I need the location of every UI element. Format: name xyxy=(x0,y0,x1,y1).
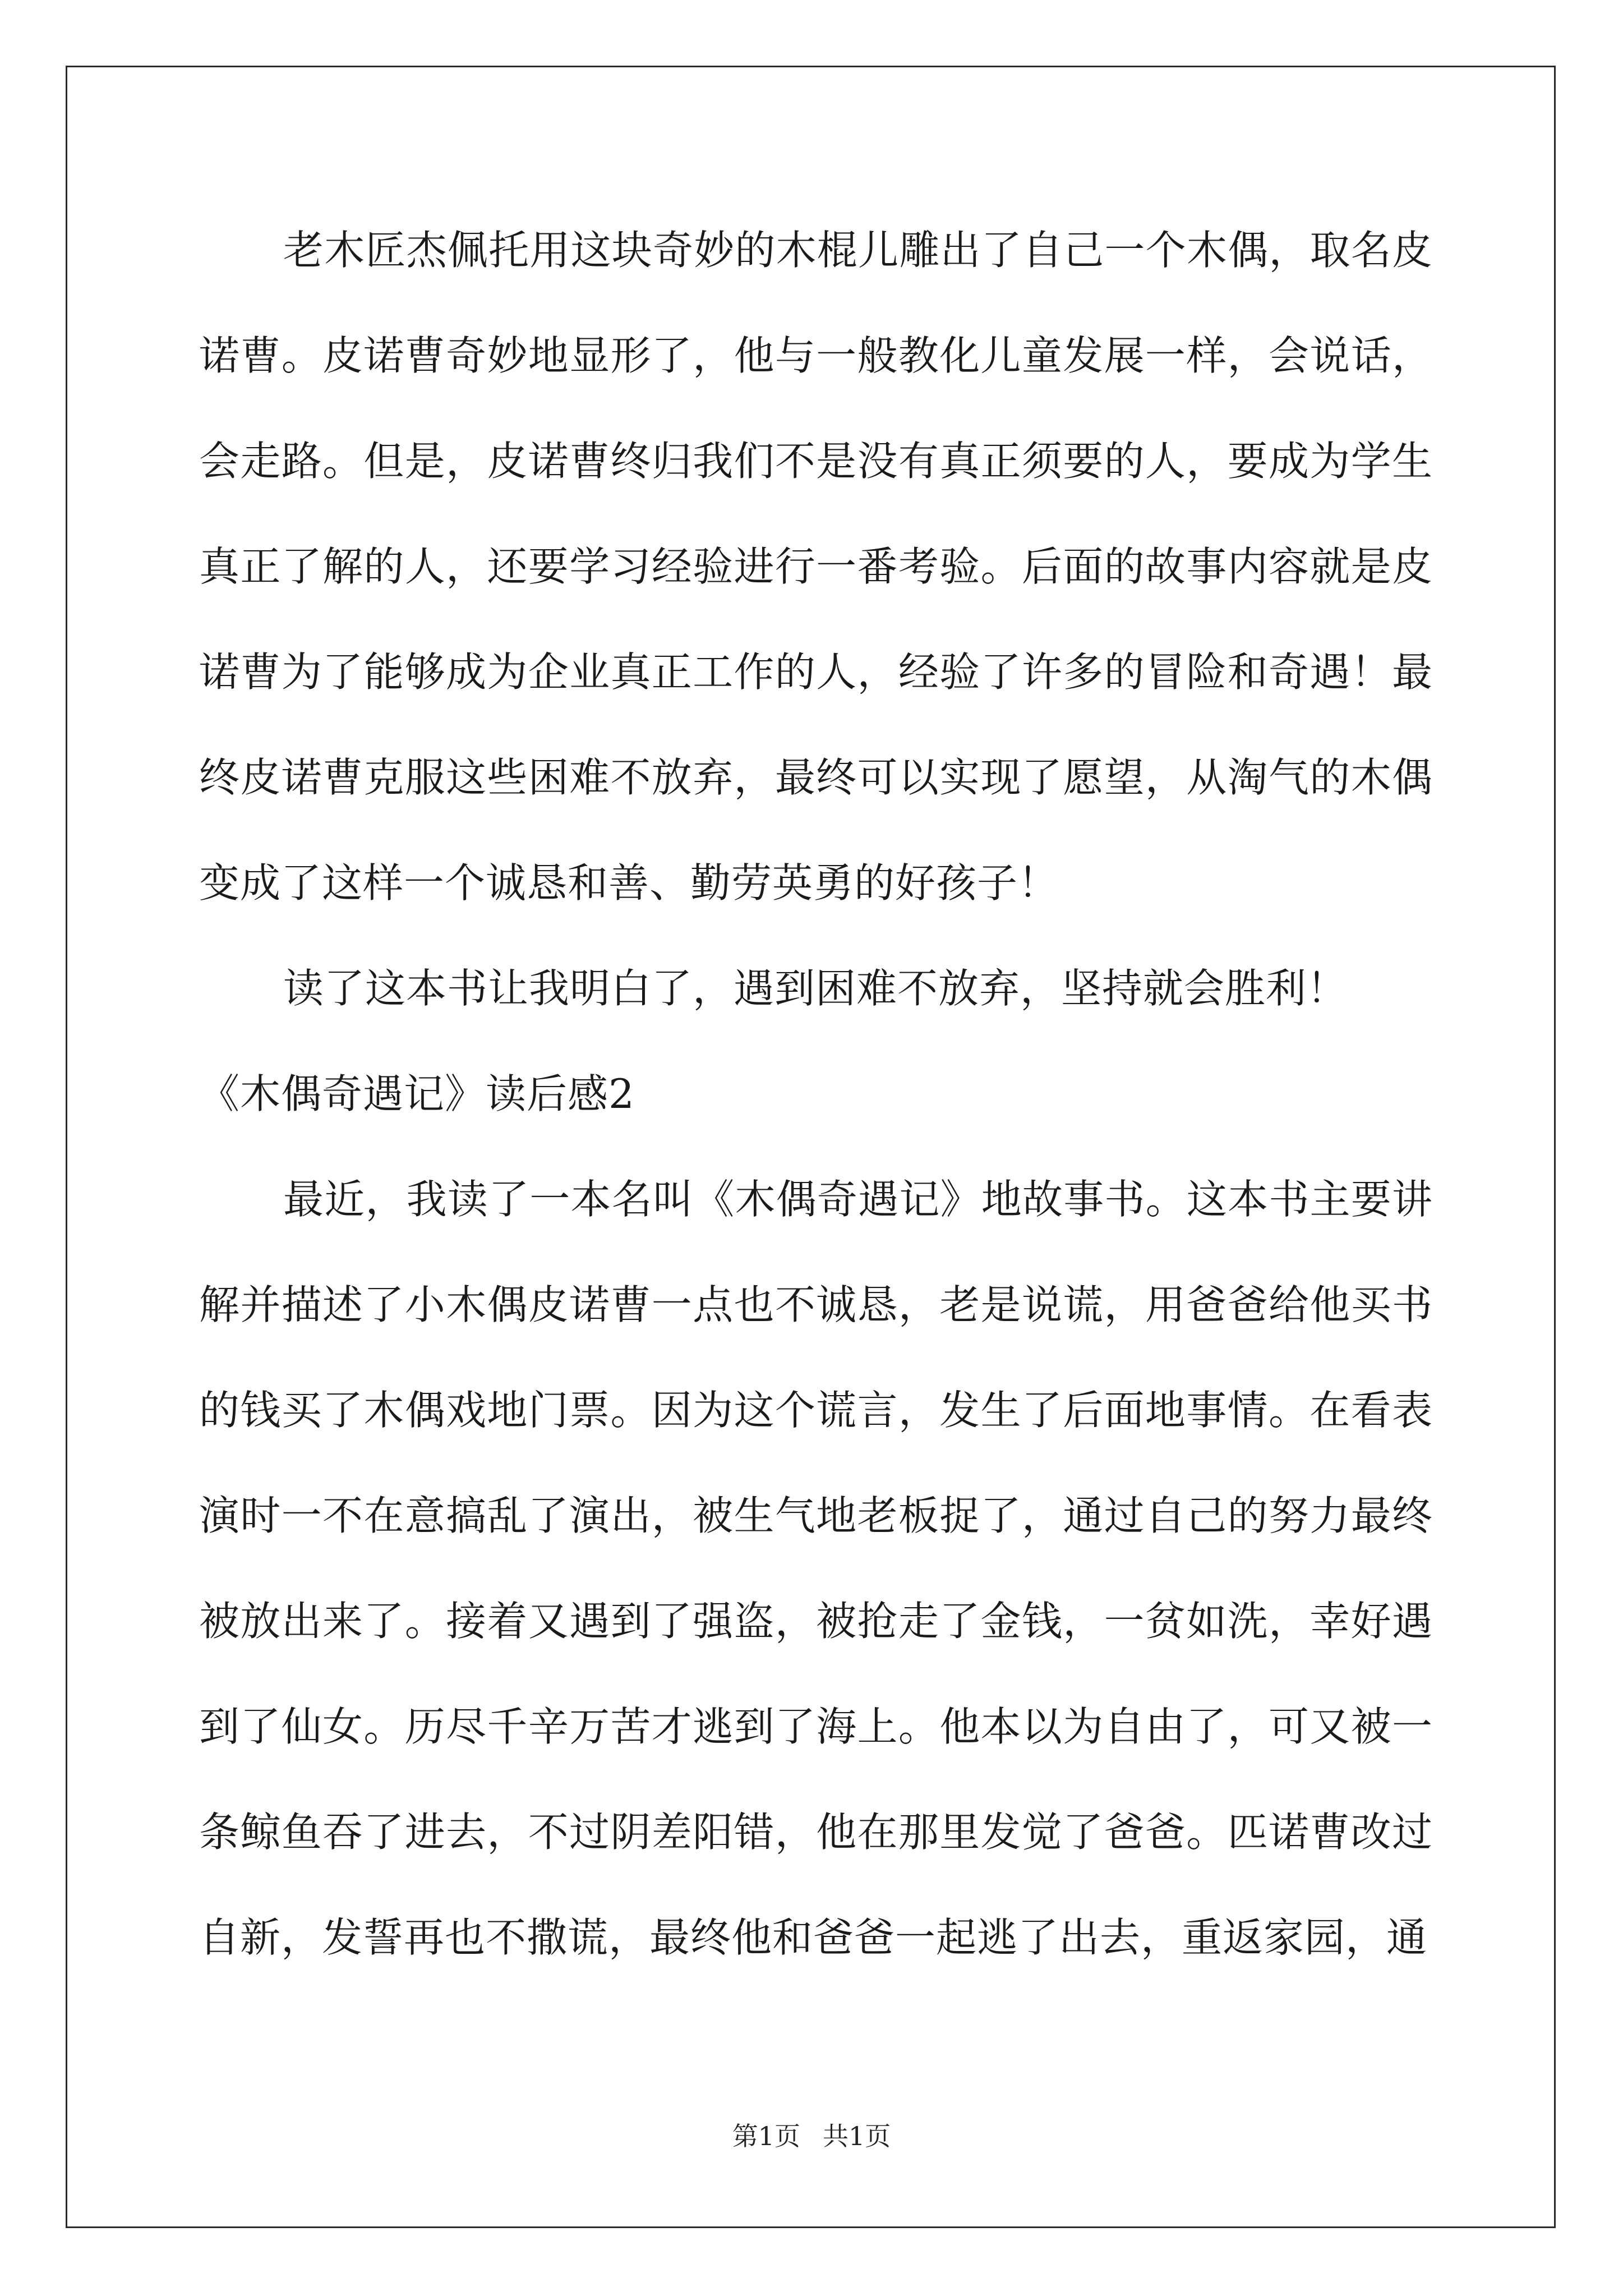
page-number-current: 第1页 xyxy=(732,2121,800,2151)
document-body xyxy=(199,197,1433,1990)
page-footer xyxy=(0,2119,1623,2153)
section-heading: 《木偶奇遇记》读后感2 xyxy=(199,1070,635,1117)
paragraph-2: 读了这本书让我明白了，遇到困难不放弃，坚持就会胜利！ xyxy=(283,965,1348,1012)
page-number-total: 共1页 xyxy=(823,2121,891,2151)
paragraph-1: 老木匠杰佩托用这块奇妙的木棍儿雕出了自己一个木偶，取名皮诺曹。皮诺曹奇妙地显形了，他与一般教化儿童发展一样，会说话，会走路。但是，皮诺曹终归我们不是没有真正须要的人，要成为学生真正了解的人，还要学习经验进行一番考验。后面的故事内容就是皮诺曹为了能够成为企业真正工作的人，经验了许多的冒险和奇遇！最终皮诺曹克服这些困难不放弃，最终可以实现了愿望，从淘气的木偶变成了这样一个诚恳和善、勤劳英勇的好孩子！ xyxy=(199,227,1433,907)
paragraph-3: 最近，我读了一本名叫《木偶奇遇记》地故事书。这本书主要讲解并描述了小木偶皮诺曹一点也不诚恳，老是说谎，用爸爸给他买书的钱买了木偶戏地门票。因为这个谎言，发生了后面地事情。在看表演时一不在意搞乱了演出，被生气地老板捉了，通过自己的努力最终被放出来了。接着又遇到了强盗，被抢走了金钱，一贫如洗，幸好遇到了仙女。历尽千辛万苦才逃到了海上。他本以为自由了，可又被一条鲸鱼吞了进去，不过阴差阳错，他在那里发觉了爸爸。匹诺曹改过自新，发誓再也不撒谎，最终他和爸爸一起逃了出去，重返家园，通 xyxy=(199,1176,1433,1961)
